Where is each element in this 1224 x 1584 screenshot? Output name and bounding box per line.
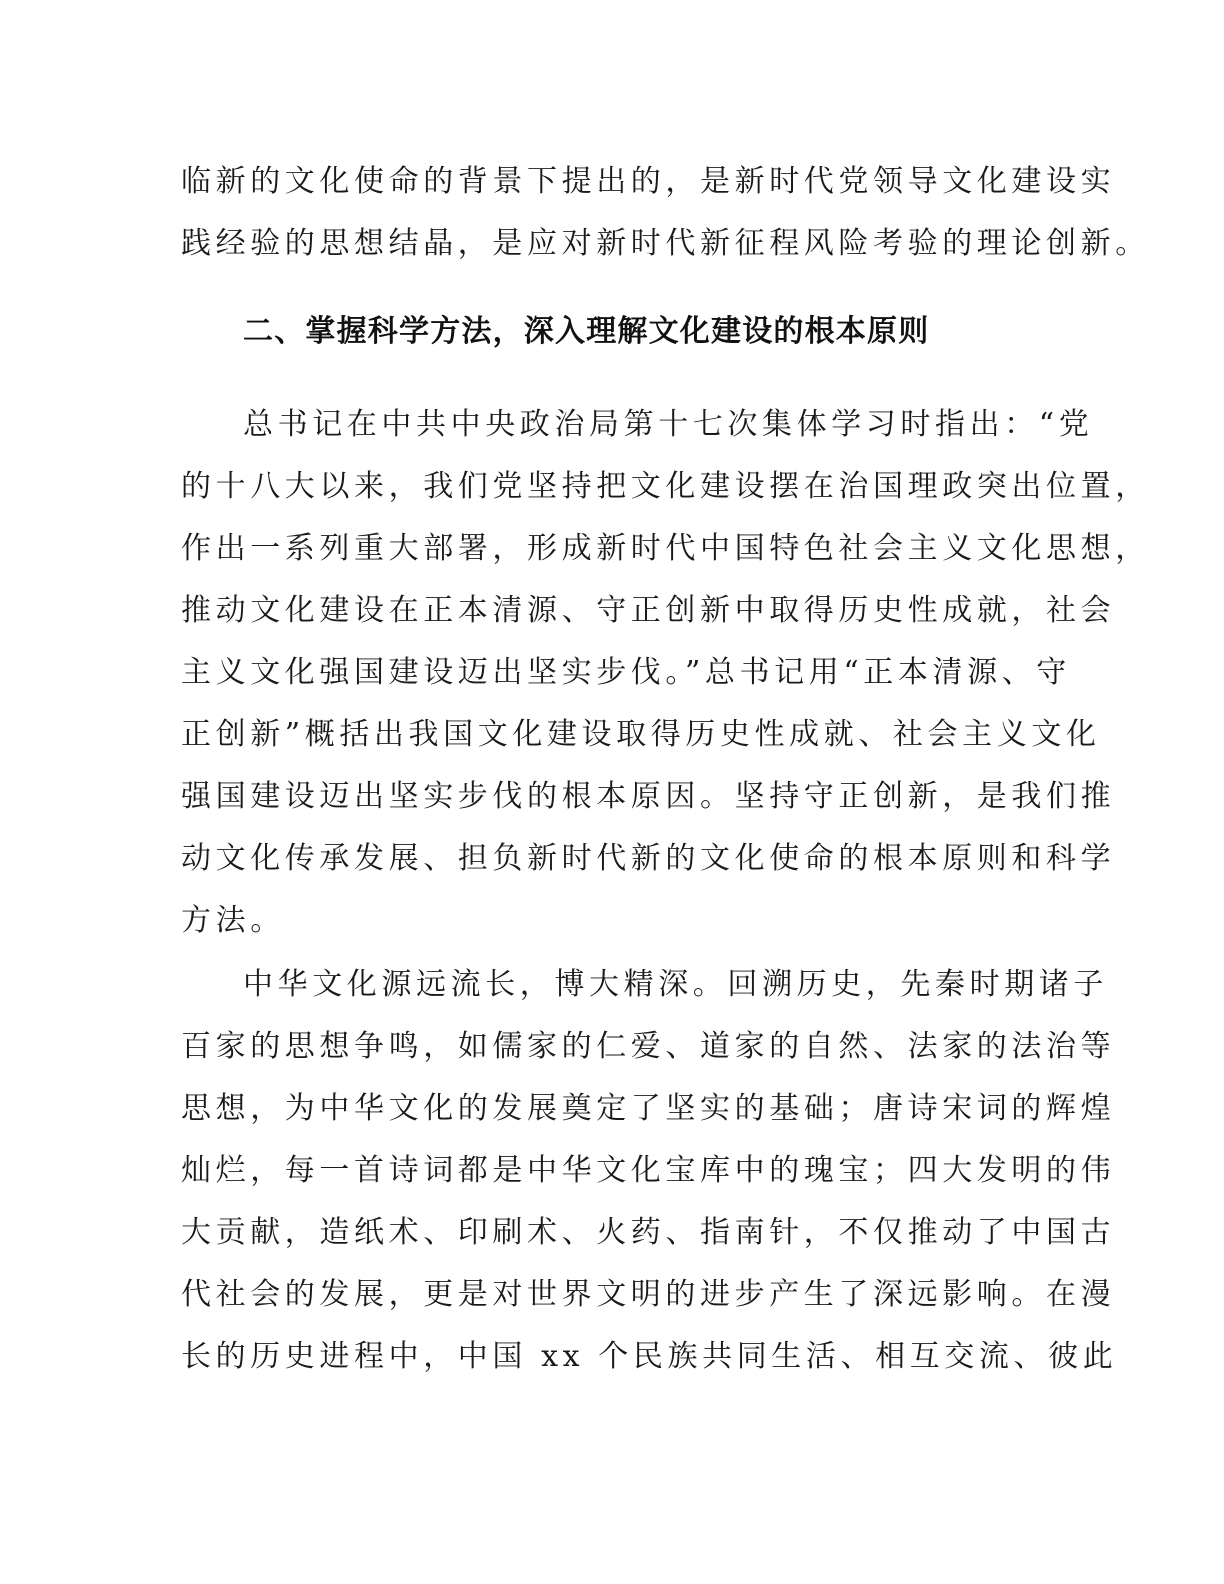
text-line: 中华文化源远流长，博大精深。回溯历史，先秦时期诸子	[243, 967, 1108, 1002]
text-line: 百家的思想争鸣，如儒家的仁爱、道家的自然、法家的法治等	[181, 1029, 1116, 1064]
text-line: 推动文化建设在正本清源、守正创新中取得历史性成就，社会	[181, 593, 1116, 628]
paragraph-2	[181, 954, 1118, 1388]
text-line: 临新的文化使命的背景下提出的，是新时代党领导文化建设实	[181, 164, 1116, 199]
text-line: 思想，为中华文化的发展奠定了坚实的基础；唐诗宋词的辉煌	[181, 1091, 1116, 1126]
text-line: 动文化传承发展、担负新时代新的文化使命的根本原则和科学	[181, 841, 1116, 876]
section-heading: 二、掌握科学方法，深入理解文化建设的根本原则	[243, 314, 930, 349]
text-line: 正创新”概括出我国文化建设取得历史性成就、社会主义文化	[181, 717, 1101, 752]
text-line: 代社会的发展，更是对世界文明的进步产生了深远影响。在漫	[181, 1277, 1116, 1312]
text-line: 的十八大以来，我们党坚持把文化建设摆在治国理政突出位置，	[181, 469, 1150, 504]
paragraph-1	[181, 394, 1150, 952]
continuation-paragraph	[181, 151, 1150, 275]
text-line: 灿烂，每一首诗词都是中华文化宝库中的瑰宝；四大发明的伟	[181, 1153, 1116, 1188]
text-line: 长的历史进程中，中国 xx 个民族共同生活、相互交流、彼此	[181, 1339, 1118, 1374]
text-line: 大贡献，造纸术、印刷术、火药、指南针，不仅推动了中国古	[181, 1215, 1116, 1250]
text-line: 作出一系列重大部署，形成新时代中国特色社会主义文化思想，	[181, 531, 1150, 566]
text-line: 方法。	[181, 903, 285, 938]
text-line: 践经验的思想结晶，是应对新时代新征程风险考验的理论创新。	[181, 226, 1150, 261]
text-line: 总书记在中共中央政治局第十七次集体学习时指出：“党	[243, 407, 1094, 442]
text-line: 主义文化强国建设迈出坚实步伐。”总书记用“正本清源、守	[181, 655, 1071, 690]
text-line: 强国建设迈出坚实步伐的根本原因。坚持守正创新，是我们推	[181, 779, 1116, 814]
